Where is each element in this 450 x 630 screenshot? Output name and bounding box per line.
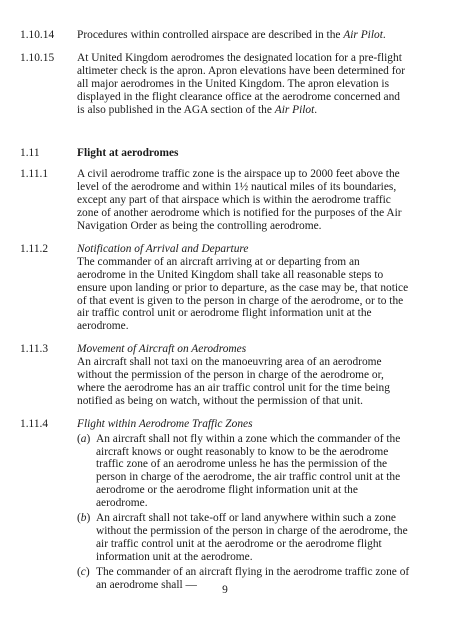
paragraph-subheading: Movement of Aircraft on Aerodromes (77, 343, 247, 356)
paragraph-1-11-1 (20, 168, 410, 233)
section-title: Flight at aerodromes (77, 147, 179, 160)
list-item-letter: b (80, 512, 87, 525)
paragraph-text (77, 52, 410, 117)
list-item-letter: a (80, 432, 87, 445)
paragraph-body (77, 343, 410, 408)
paragraph-number: 1.11.4 (20, 417, 49, 430)
paragraph-number: 1.11.3 (20, 343, 49, 356)
list-item (77, 512, 410, 564)
paragraph-body (77, 243, 410, 333)
paragraph-subheading: Flight within Aerodrome Traffic Zones (77, 417, 253, 430)
page-number: 9 (222, 584, 228, 596)
paragraph-number: 1.11.2 (20, 242, 49, 255)
list-item-label: (c) (77, 565, 90, 578)
paragraph-1-10-14 (20, 29, 410, 42)
paragraph-1-11-2 (20, 243, 410, 333)
paragraph-text-end: . (314, 103, 318, 116)
list-item-text: An aircraft shall not fly within a zone which the commander of the aircraft knows or ought reasonably to know to be the aerodrome traffic zone of an aerodrome unless he has the permission of the person in charge of the aerodrome, the air traffic control unit at the aerodrome or the aerodrome flight information unit at the aerodrome. (96, 432, 401, 510)
paragraph-text: A civil aerodrome traffic zone is the airspace up to 2000 feet above the level of the aerodrome and within 1½ nautical miles of its boundaries, except any part of that airspace which is within the aerodrome traffic zone of another aerodrome which is notified for the purposes of the Air Navigation Order as being the controlling aerodrome. (77, 168, 402, 232)
paragraph-subheading: Notification of Arrival and Departure (77, 242, 249, 255)
paragraph-text: The commander of an aircraft arriving at or departing from an aerodrome in the United Kingdom shall take all reasonable steps to ensure upon landing or prior to departure, as the case may be, that notice of that event is given to the person in charge of the aerodrome, or to the air traffic control unit or aerodrome flight information unit at the aerodrome. (77, 255, 409, 333)
list-item (77, 433, 410, 510)
list-item-label: (b) (77, 512, 91, 525)
paragraph-text-plain: Procedures within controlled airspace are described in the (77, 29, 344, 41)
paragraph-number: 1.10.15 (20, 51, 55, 64)
paragraph-text-end: . (382, 29, 386, 41)
paragraph-number: 1.10.14 (20, 29, 55, 41)
paragraph-text: An aircraft shall not taxi on the manoeuvring area of an aerodrome without the permission of the person in charge of the aerodrome or, where the aerodrome has an air traffic control unit for the time being notified as being on watch, without the permission of that unit. (77, 356, 390, 407)
publication-title: Air Pilot (274, 103, 315, 116)
section-heading (20, 147, 410, 160)
section-number: 1.11 (20, 147, 40, 160)
paragraph-text (77, 29, 410, 42)
publication-title: Air Pilot (343, 29, 383, 41)
list-item-text: The commander of an aircraft flying in the aerodrome traffic zone of an aerodrome shall — (96, 565, 410, 591)
paragraph-number: 1.11.1 (20, 168, 49, 181)
paragraph-1-11-4 (20, 418, 410, 592)
list-item-letter: c (80, 565, 86, 578)
list-item-label: (a) (77, 432, 91, 445)
paragraph-text-plain: At United Kingdom aerodromes the designated location for a pre-flight altimeter check is the apron. Apron elevations have been determined for all major aerodromes in the United Kingdom. The apron elevation is displayed in the flight clearance office at the aerodrome concerned and is also published in the AGA section of the (77, 51, 405, 116)
paragraph-1-11-3 (20, 343, 410, 408)
paragraph-1-10-15 (20, 52, 410, 117)
paragraph-body (77, 418, 410, 592)
list-item-text: An aircraft shall not take-off or land anywhere within such a zone without the permission of the person in charge of the aerodrome, the air traffic control unit at the aerodrome or the aerodrome flight information unit at the aerodrome. (96, 512, 408, 563)
